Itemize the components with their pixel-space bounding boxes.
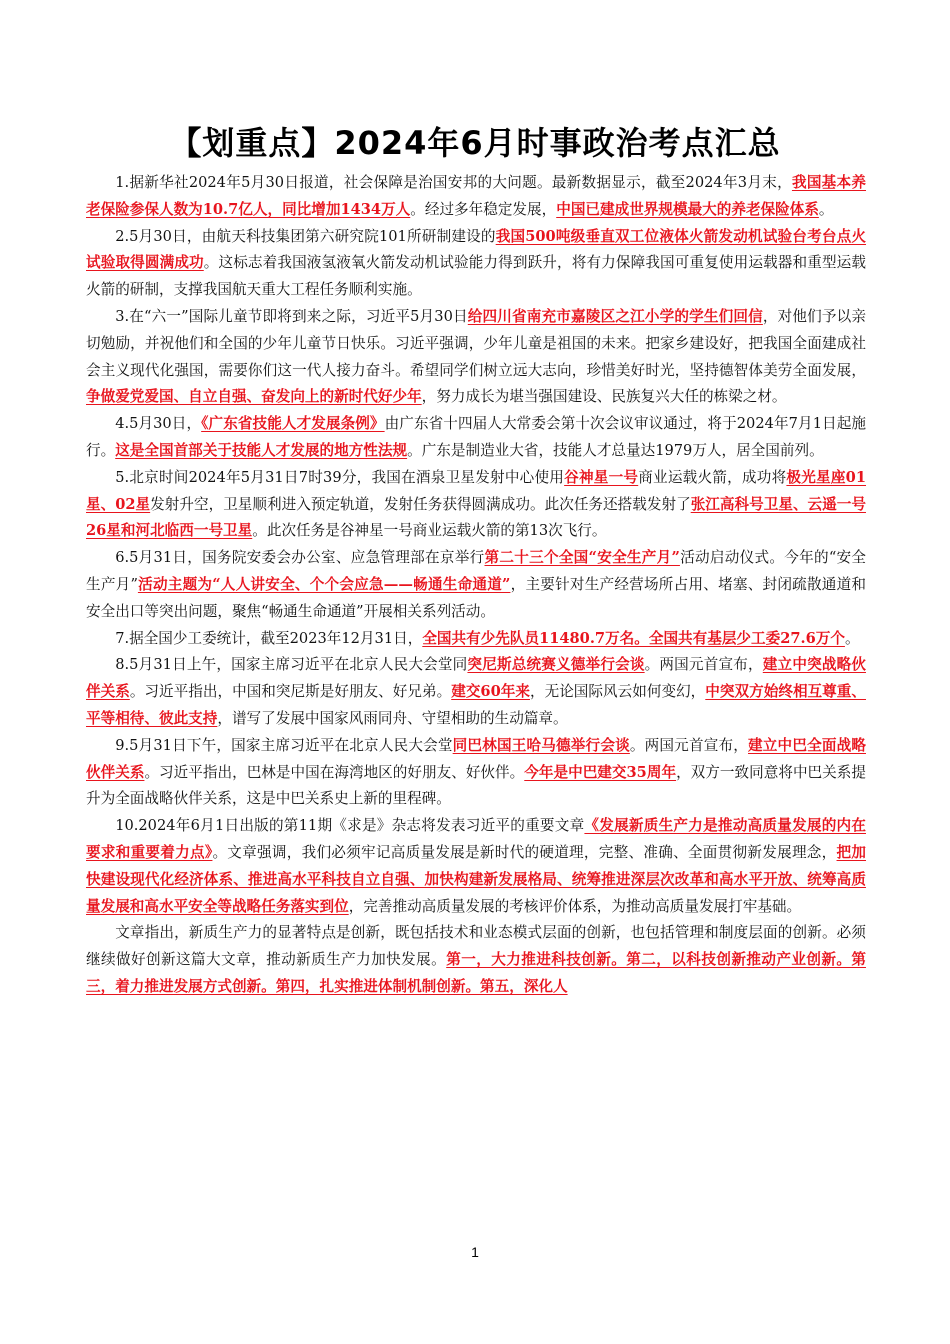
highlighted-key-point: 建立中突战略伙伴关系 xyxy=(86,656,866,701)
paragraph-text: 发射升空，卫星顺利进入预定轨道，发射任务获得圆满成功。此次任务还搭载发射了 xyxy=(150,495,691,513)
highlighted-key-point: 谷神星一号 xyxy=(564,468,639,486)
news-item-9 xyxy=(86,733,866,813)
paragraph-text: 。广东是制造业大省，技能人才总量达1979万人，居全国前列。 xyxy=(407,441,824,459)
paragraph-text: 。 xyxy=(818,200,834,218)
paragraph-text: ，无论国际风云如何变幻， xyxy=(529,683,706,701)
paragraph-text: 。习近平指出，巴林是中国在海湾地区的好朋友、好伙伴。 xyxy=(144,763,525,781)
paragraph-text: 6.5月31日，国务院安委会办公室、应急管理部在京举行 xyxy=(115,549,485,567)
highlighted-key-point: 争做爱党爱国、自立自强、奋发向上的新时代好少年 xyxy=(86,388,422,406)
paragraph-text: 。习近平指出，中国和突尼斯是好朋友、好兄弟。 xyxy=(129,683,452,701)
highlighted-key-point: 《广东省技能人才发展条例》 xyxy=(201,415,385,433)
paragraph-text: ，对他们予以亲切勉励，并祝他们和全国的少年儿童节日快乐。习近平强调，少年儿童是祖国的未来。把家乡建设好，把我国全面建成社会主义现代化强国，需要你们这一代人接力奋斗。希望同学们树立远大志向，珍惜美好时光，坚持德智体美劳全面发展， xyxy=(86,307,866,379)
highlighted-key-point: 《发展新质生产力是推动高质量发展的内在要求和重要着力点》 xyxy=(86,817,866,861)
news-item-3 xyxy=(86,304,866,411)
highlighted-key-point: 全国共有少先队员11480.7万名。全国共有基层少工委27.6万个 xyxy=(422,629,845,647)
paragraph-text: 10.2024年6月1日出版的第11期《求是》杂志将发表习近平的重要文章 xyxy=(115,817,585,835)
highlighted-key-point: 给四川省南充市嘉陵区之江小学的学生们回信 xyxy=(467,307,763,325)
paragraph-text: ，完善推动高质量发展的考核评价体系，为推动高质量发展打牢基础。 xyxy=(348,897,802,915)
highlighted-key-point: 第二十三个全国“安全生产月” xyxy=(484,549,680,567)
news-item-6 xyxy=(86,545,866,625)
paragraph-text: ，谱写了发展中国家风雨同舟、守望相助的生动篇章。 xyxy=(217,709,568,727)
paragraph-text: 2.5月30日，由航天科技集团第六研究院101所研制建设的 xyxy=(115,227,496,245)
highlighted-key-point: 突尼斯总统赛义德举行会谈 xyxy=(467,656,645,674)
news-item-1 xyxy=(86,170,866,224)
paragraph-text: ，双方一致同意将中巴关系提升为全面战略伙伴关系，这是中巴关系史上新的里程碑。 xyxy=(86,763,866,808)
paragraph-text: 由广东省十四届人大常委会第十次会议审议通过，将于2024年7月1日起施行。 xyxy=(86,415,867,459)
paragraph-text: 商业运载火箭，成功将 xyxy=(638,468,787,486)
paragraph-text: 。经过多年稳定发展， xyxy=(410,200,557,218)
paragraph-text: 。两国元首宣布， xyxy=(629,736,749,754)
highlighted-key-point: 活动主题为“人人讲安全、个个会应急——畅通生命通道” xyxy=(137,575,511,593)
paragraph-text: ，努力成长为堪当强国建设、民族复兴大任的栋梁之材。 xyxy=(421,388,787,406)
paragraph-text: 4.5月30日， xyxy=(115,415,202,433)
paragraph-text: 。两国元首宣布， xyxy=(644,656,763,674)
highlighted-key-point: 今年是中巴建交35周年 xyxy=(524,763,677,781)
highlighted-key-point: 建交60年来 xyxy=(451,683,530,701)
paragraph-text: 3.在“六一”国际儿童节即将到来之际，习近平5月30日 xyxy=(115,307,468,325)
page-title: 【划重点】2024年6月时事政治考点汇总 xyxy=(169,124,781,162)
paragraph-text: 。文章强调，我们必须牢记高质量发展是新时代的硬道理，完整、准确、全面贯彻新发展理念， xyxy=(212,843,837,861)
paragraph-text: ，主要针对生产经营场所占用、堵塞、封闭疏散通道和安全出口等突出问题，聚焦“畅通生命通道”开展相关系列活动。 xyxy=(86,575,866,620)
highlighted-key-point: 极光星座01星、02星 xyxy=(86,468,866,513)
paragraph-text: 活动启动仪式。今年的“安全生产月” xyxy=(86,549,867,593)
paragraph-text: 。 xyxy=(844,629,860,647)
news-item-8 xyxy=(86,652,866,732)
highlighted-key-point: 同巴林国王哈马德举行会谈 xyxy=(452,736,630,754)
highlighted-key-point: 中国已建成世界规模最大的养老保险体系 xyxy=(556,200,819,218)
news-item-5 xyxy=(86,465,866,545)
paragraph-text: 7.据全国少工委统计，截至2023年12月31日， xyxy=(115,629,423,647)
paragraph-text: 1.据新华社2024年5月30日报道，社会保障是治国安邦的大问题。最新数据显示，截至2024年3月末， xyxy=(115,174,792,191)
highlighted-key-point: 张江高科号卫星、云遥一号26星和河北临西一号卫星 xyxy=(86,495,866,540)
highlighted-key-point: 第一，大力推进科技创新。第二，以科技创新推动产业创新。第三，着力推进发展方式创新。第四，扎实推进体制机制创新。第五，深化人 xyxy=(86,951,866,995)
highlighted-key-point: 这是全国首部关于技能人才发展的地方性法规 xyxy=(115,441,408,459)
paragraph-text: 文章指出，新质生产力的显著特点是创新，既包括技术和业态模式层面的创新，也包括管理和制度层面的创新。必须继续做好创新这篇大文章，推动新质生产力加快发展。 xyxy=(86,924,866,969)
news-item-4 xyxy=(86,411,866,465)
highlighted-key-point: 建立中巴全面战略伙伴关系 xyxy=(86,736,866,781)
news-item-7 xyxy=(86,626,866,653)
article-body xyxy=(86,170,866,1001)
news-item-2 xyxy=(86,224,866,304)
highlighted-key-point: 我国500吨级垂直双工位液体火箭发动机试验台考台点火试验取得圆满成功 xyxy=(86,227,867,272)
paragraph-text: 。此次任务是谷神星一号商业运载火箭的第13次飞行。 xyxy=(252,522,607,540)
highlighted-key-point: 把加快建设现代化经济体系、推进高水平科技自立自强、加快构建新发展格局、统筹推进深层次改革和高水平开放、统筹高质量发展和高水平安全等战略任务落实到位 xyxy=(86,843,866,915)
paragraph-text: 5.北京时间2024年5月31日7时39分，我国在酒泉卫星发射中心使用 xyxy=(115,468,565,486)
highlighted-key-point: 中突双方始终相互尊重、平等相待、彼此支持 xyxy=(86,683,866,727)
paragraph-text: 9.5月31日下午，国家主席习近平在北京人民大会堂 xyxy=(115,736,453,754)
highlighted-key-point: 我国基本养老保险参保人数为10.7亿人，同比增加1434万人 xyxy=(86,174,866,218)
paragraph-text: 。这标志着我国液氢液氧火箭发动机试验能力得到跃升，将有力保障我国可重复使用运载器和重型运载火箭的研制，支撑我国航天重大工程任务顺利实施。 xyxy=(86,254,866,299)
news-item-10 xyxy=(86,813,866,920)
news-item-11 xyxy=(86,920,866,1000)
paragraph-text: 8.5月31日上午，国家主席习近平在北京人民大会堂同 xyxy=(115,656,468,674)
page-number: 1 xyxy=(471,1244,479,1260)
